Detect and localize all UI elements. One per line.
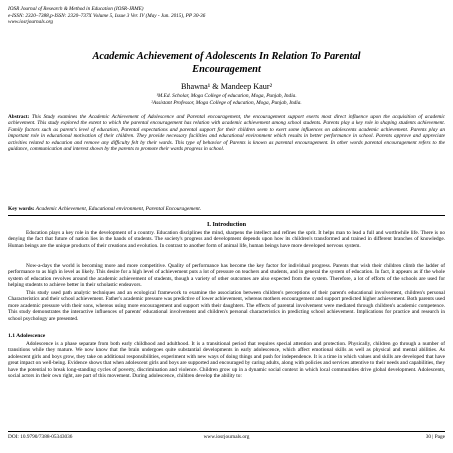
abstract bbox=[8, 114, 445, 153]
intro-paragraph-2-text: Now-a-days the world is becoming more and more competitive. Quality of performance has become the key factor for individual progress. Parents that wish their children climb the ladder of performance to as high in level as likely. This desire for a high level of achievement puts a lot of pressure on teachers and students, and in general the system of education. In fact, it appears as if the whole system of education revolves around the academic achievement of students, though a variety of other outcomes are also expected from the system. Therefore, a lot of efforts of the schools are used for helping students to achieve better in their scholastic endeavors. bbox=[8, 263, 445, 289]
intro-paragraph-3-text: This study used path analytic techniques and an ecological framework to examine the association between children's perceptions of their parent's educational involvement, children's personal Characteristics and their school achievement. Father's academic pressure was predictive of lower achievement, whereas mothers encouragement and support predicted higher achievement. Both parents used more academic pressure with their sons, whereas using more encouragement and support with their daughters. The effects of parental involvement were mediated through children's academic competence. This study demonstrates the interactive influences of parents' educational involvement and children's personal characteristics in predicting school achievement. Implications for practice and research in school psychology are presented. bbox=[8, 290, 445, 322]
affiliation-1: ¹M.Ed. Scholar, Moga College of education, Moga, Punjab, India. bbox=[156, 93, 297, 99]
divider-top bbox=[8, 215, 445, 216]
affiliations bbox=[20, 93, 433, 106]
journal-name: IOSR Journal of Research & Method in Education (IOSR-JRME) bbox=[8, 6, 144, 12]
title-line-1: Academic Achievement of Adolescents In Relation To Parental bbox=[92, 51, 361, 62]
title-line-2: Encouragement bbox=[192, 63, 261, 75]
journal-issn: e-ISSN: 2320–7388,p-ISSN: 2320–737X Volume 5, Issue 3 Ver. IV (May - Jun. 2015), PP 30-36 bbox=[8, 12, 206, 19]
footer-website[interactable]: www.iosrjournals.org bbox=[203, 434, 250, 440]
abstract-text: This Study examines the Academic Achievement of Adolescence and Parental encouragement, the encouragement support exerts most direct influence upon the acquisition of academic achievement. This study explored the extent to which the parental encouragement has relation with academic achievement among school students. Parents play a key role in shaping students achievement. Family factors such as parent's level of education, Parental expectations and parental support for their children seem to exert some influences on adolescents academic achievement. Parents play an important role in educational motivation of their children. They provide necessary facilities and educational environment which results in better performance in school. Parents approve and appreciate activities related to education and remove any difficulty felt by their wards. This type of behavior of Parents is known as parental encouragement. In other words parental encouragement refers to the guidance, communication and interest shown by the parents to promote their wards progress in school. bbox=[8, 114, 446, 153]
keywords bbox=[8, 206, 445, 213]
keywords-text: Academic Achievement, Educational environment, Parental Encouragement. bbox=[35, 206, 202, 212]
footer-page-number: 30 | Page bbox=[425, 434, 445, 440]
affiliation-2: ²Assistant Professor, Moga College of education, Moga, Punjab, India. bbox=[151, 99, 302, 106]
adolescence-paragraph bbox=[8, 341, 445, 380]
keywords-label: Key words: bbox=[8, 206, 35, 212]
intro-paragraph-2 bbox=[8, 263, 445, 289]
divider-footer bbox=[8, 431, 445, 432]
author-list: Bhawna¹ & Mandeep Kaur² bbox=[180, 82, 273, 91]
footer-doi[interactable]: DOI: 10.9790/7388-05343036 bbox=[8, 434, 73, 440]
section-heading-adolescence: 1.1 Adolescence bbox=[8, 333, 46, 339]
journal-header bbox=[8, 6, 308, 26]
intro-paragraph-1 bbox=[8, 230, 445, 249]
section-heading-introduction: I. Introduction bbox=[206, 221, 247, 228]
paper-title bbox=[20, 51, 433, 76]
intro-paragraph-3 bbox=[8, 290, 445, 322]
intro-paragraph-1-text: Education plays a key role in the development of a country. Education disciplines the mind, sharpens the intellect and refines the sprit. It helps man to lead a full and worthwhile life. There is no denying the fact that future of nation lies in the hands of students. The society's progress and development depends upon how its children's transformed and trained in different branches of knowledge. Human beings are the unique products of their creations and evolution. In contrast to another form of animal life, human beings have more developed nervous system. bbox=[8, 230, 445, 249]
journal-website[interactable]: www.iosrjournals.org bbox=[8, 19, 53, 26]
abstract-label: Abstract: bbox=[8, 114, 30, 120]
adolescence-paragraph-text: Adolescence is a phase separate from both early childhood and adulthood. It is a transitional period that requires special attention and protection. Physically, children go through a number of transitions while they mature. We now know that the brain undergoes quite substantial developments in early adolescence, which affect emotional skills as well as physical and mental abilities. As adolescent girls and boys grow, they take on additional responsibilities, experiment with new ways of doing things and push for independence. It is a time in which values and skills are developed that have great impact on well-being. Evidence shows that when adolescent girls and boys are supported and encouraged by caring adults, along with policies and services attentive to their needs and capabilities, they have the potential to break long-standing cycles of poverty, discrimination and violence. Children grow up in a dynamic social context in which local communities drive global development. Adolescents, social actors in their own right, are part of this movement. During adolescence, children develop the ability to: bbox=[8, 341, 445, 380]
